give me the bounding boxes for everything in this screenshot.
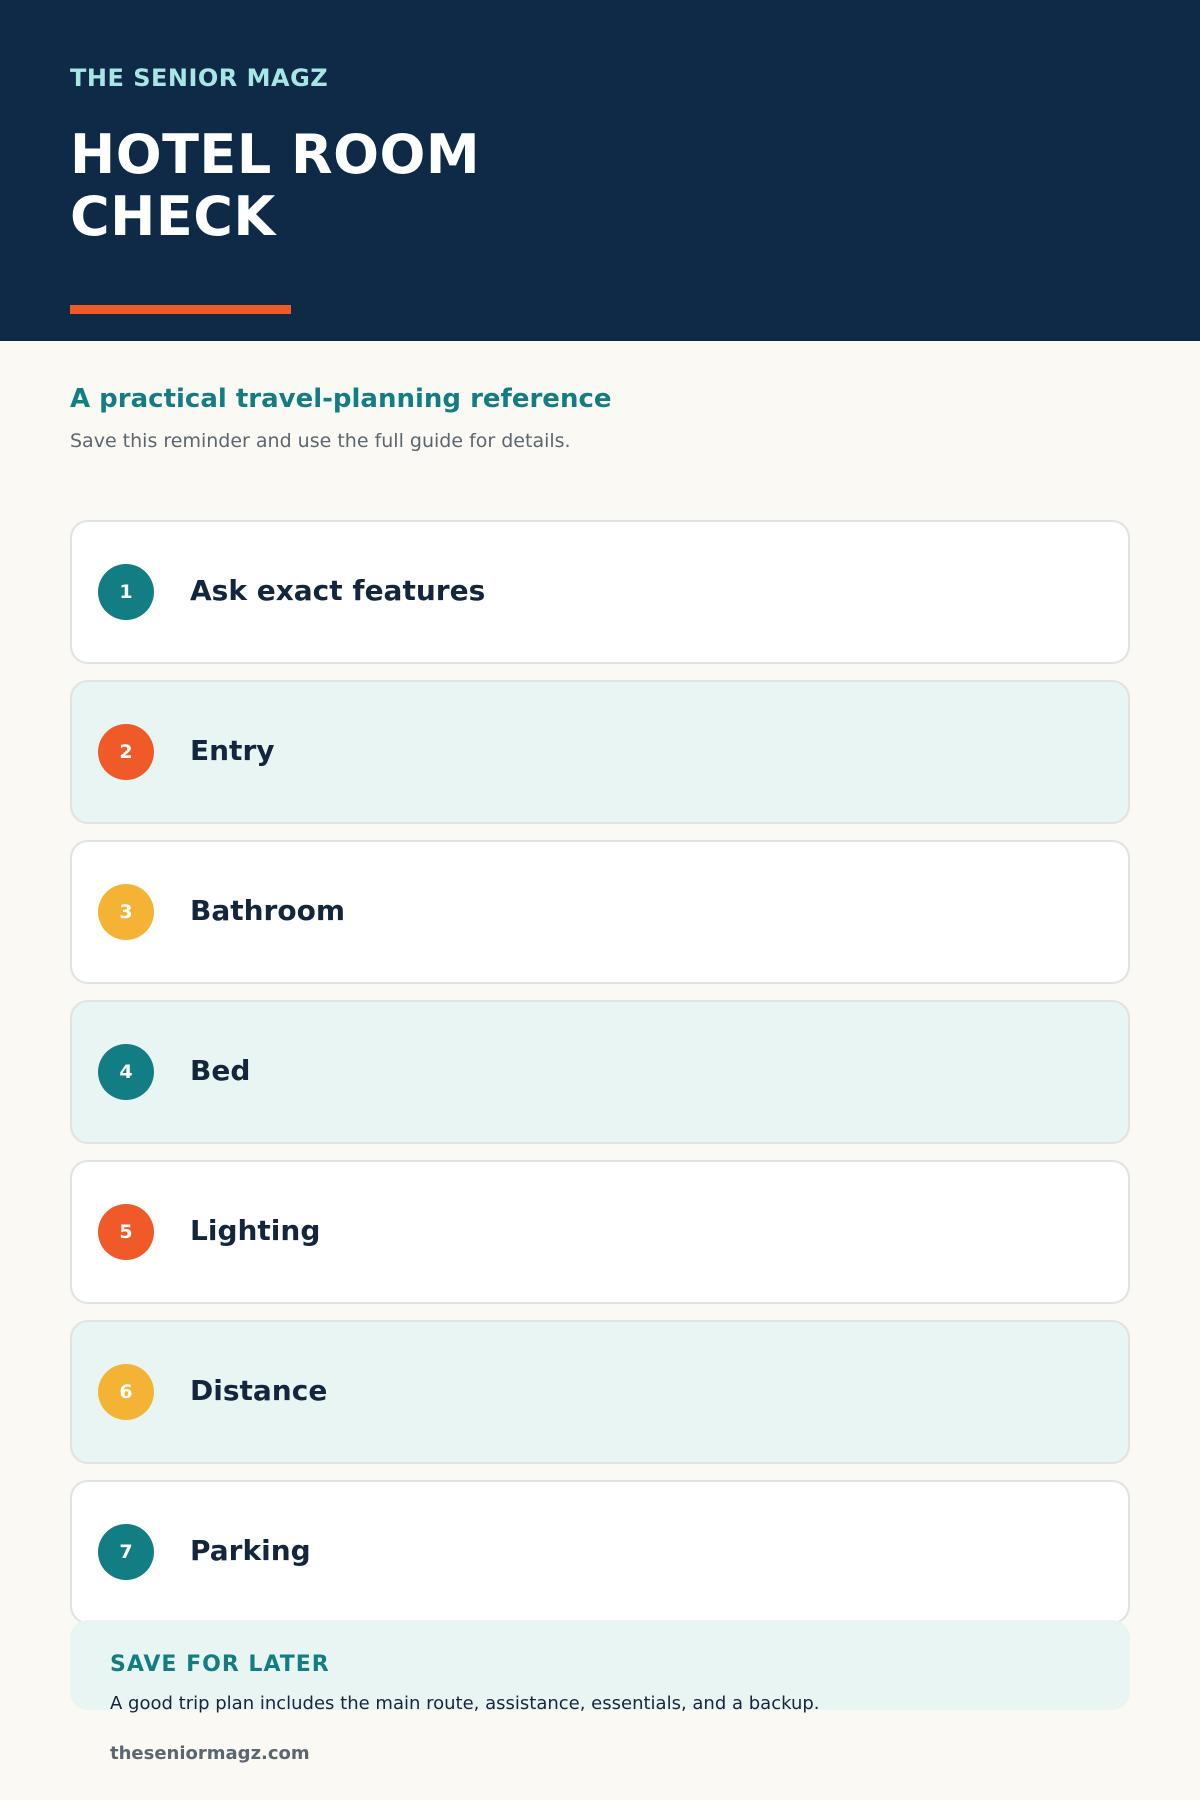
site-url[interactable]: theseniormagz.com — [110, 1743, 310, 1764]
checklist-item — [70, 680, 1130, 824]
subtitle: A practical travel-planning reference — [70, 384, 612, 414]
item-number-badge: 7 — [98, 1524, 154, 1580]
checklist-item — [70, 1000, 1130, 1144]
item-label: Bed — [190, 1054, 251, 1087]
intro-text: Save this reminder and use the full guide for details. — [70, 430, 571, 452]
item-label: Distance — [190, 1374, 328, 1407]
item-number-badge: 3 — [98, 884, 154, 940]
checklist — [70, 520, 1130, 1640]
item-number-badge: 5 — [98, 1204, 154, 1260]
checklist-item — [70, 840, 1130, 984]
item-number-badge: 2 — [98, 724, 154, 780]
checklist-item — [70, 1480, 1130, 1624]
item-label: Bathroom — [190, 894, 346, 927]
item-label: Ask exact features — [190, 574, 486, 607]
item-number-badge: 1 — [98, 564, 154, 620]
save-for-later-text: A good trip plan includes the main route, assistance, essentials, and a backup. — [110, 1693, 820, 1714]
item-label: Lighting — [190, 1214, 321, 1247]
header-banner — [0, 0, 1200, 341]
page-title: HOTEL ROOM CHECK — [70, 123, 481, 248]
item-number-badge: 4 — [98, 1044, 154, 1100]
title-accent-bar — [70, 305, 291, 314]
item-label: Parking — [190, 1534, 311, 1567]
brand-name: THE SENIOR MAGZ — [70, 64, 329, 92]
checklist-item — [70, 1320, 1130, 1464]
save-for-later-heading: SAVE FOR LATER — [110, 1652, 330, 1677]
item-number-badge: 6 — [98, 1364, 154, 1420]
checklist-item — [70, 1160, 1130, 1304]
item-label: Entry — [190, 734, 275, 767]
checklist-item — [70, 520, 1130, 664]
